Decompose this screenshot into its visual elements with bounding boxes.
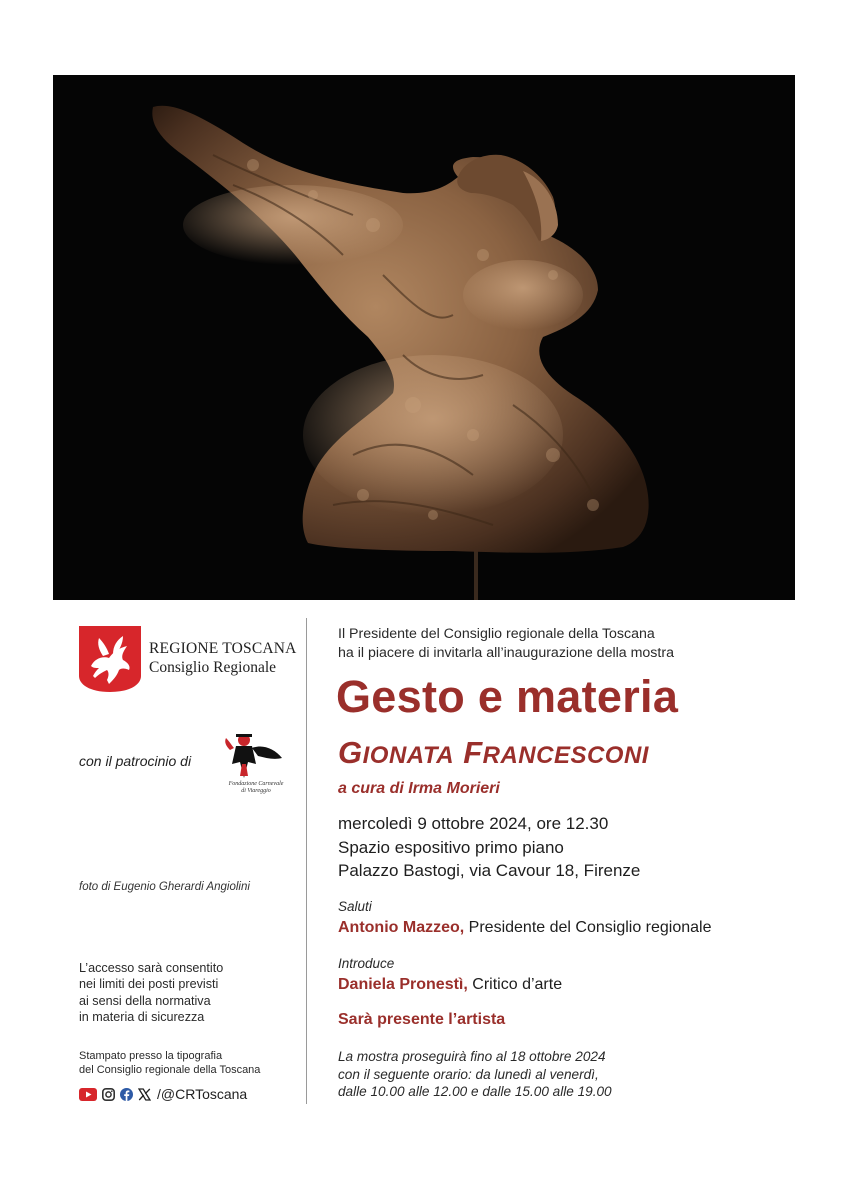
artist-last-rest: RANCESCONI bbox=[482, 742, 649, 769]
event-space: Spazio espositivo primo piano bbox=[338, 837, 564, 857]
hero-photo bbox=[53, 75, 795, 600]
event-details bbox=[338, 812, 640, 883]
artist-first-initial: G bbox=[338, 735, 363, 770]
artist-present-note: Sarà presente l’artista bbox=[338, 1011, 506, 1028]
curator: a cura di Irma Morieri bbox=[338, 780, 500, 797]
introduction-label: Introduce bbox=[338, 956, 395, 971]
greetings-name: Antonio Mazzeo, bbox=[338, 919, 465, 936]
artist-name bbox=[338, 735, 649, 771]
logo-title: REGIONE TOSCANA bbox=[149, 640, 297, 657]
exhibition-title: Gesto e materia bbox=[336, 671, 679, 722]
facebook-icon[interactable] bbox=[120, 1088, 133, 1101]
introduction-role: Critico d’arte bbox=[472, 976, 563, 993]
bronze-sculpture-image bbox=[53, 75, 795, 600]
x-icon[interactable] bbox=[138, 1088, 151, 1101]
hours-line: La mostra proseguirà fino al 18 ottobre 2024 bbox=[338, 1049, 606, 1064]
greetings-role: Presidente del Consiglio regionale bbox=[468, 919, 712, 936]
pegasus-shield-icon bbox=[79, 626, 141, 692]
introduction-person bbox=[338, 976, 562, 994]
printed-by bbox=[79, 1049, 260, 1077]
column-divider bbox=[306, 618, 307, 1104]
exhibition-hours bbox=[338, 1048, 612, 1101]
event-address: Palazzo Bastogi, via Cavour 18, Firenze bbox=[338, 861, 641, 880]
youtube-icon[interactable] bbox=[79, 1088, 97, 1101]
invitation-intro bbox=[338, 625, 674, 663]
event-date: mercoledì 9 ottobre 2024, ore 12.30 bbox=[338, 814, 609, 833]
access-line: nei limiti dei posti previsti bbox=[79, 977, 219, 992]
instagram-icon[interactable] bbox=[102, 1088, 115, 1101]
photo-credit: foto di Eugenio Gherardi Angiolini bbox=[79, 881, 250, 893]
patronage-label: con il patrocinio di bbox=[79, 753, 192, 769]
introduction-name: Daniela Pronestì, bbox=[338, 976, 468, 993]
social-links bbox=[79, 1085, 247, 1103]
carnevale-caption bbox=[216, 781, 296, 795]
carnevale-caption-line: di Viareggio bbox=[241, 788, 271, 794]
intro-line: ha il piacere di invitarla all’inaugurazione della mostra bbox=[338, 645, 674, 661]
access-line: ai sensi della normativa bbox=[79, 993, 211, 1008]
greetings-person bbox=[338, 919, 712, 937]
hours-line: dalle 10.00 alle 12.00 e dalle 15.00 alle 19.00 bbox=[338, 1084, 612, 1099]
intro-line: Il Presidente del Consiglio regionale della Toscana bbox=[338, 626, 655, 642]
logo-subtitle: Consiglio Regionale bbox=[149, 659, 277, 676]
printed-line: Stampato presso la tipografia bbox=[79, 1050, 223, 1062]
artist-first-rest: IONATA bbox=[362, 742, 455, 769]
regione-toscana-logo bbox=[79, 624, 297, 696]
social-handle[interactable]: /@CRToscana bbox=[157, 1086, 248, 1102]
artist-last-initial: F bbox=[463, 735, 483, 770]
hours-line: con il seguente orario: da lunedì al venerdì, bbox=[338, 1066, 599, 1082]
access-line: in materia di sicurezza bbox=[79, 1010, 205, 1025]
access-line: L’accesso sarà consentito bbox=[79, 961, 224, 975]
greetings-label: Saluti bbox=[338, 899, 372, 914]
carnevale-caption-line: Fondazione Carnevale bbox=[228, 781, 284, 787]
access-notice bbox=[79, 960, 223, 1026]
printed-line: del Consiglio regionale della Toscana bbox=[79, 1064, 261, 1076]
